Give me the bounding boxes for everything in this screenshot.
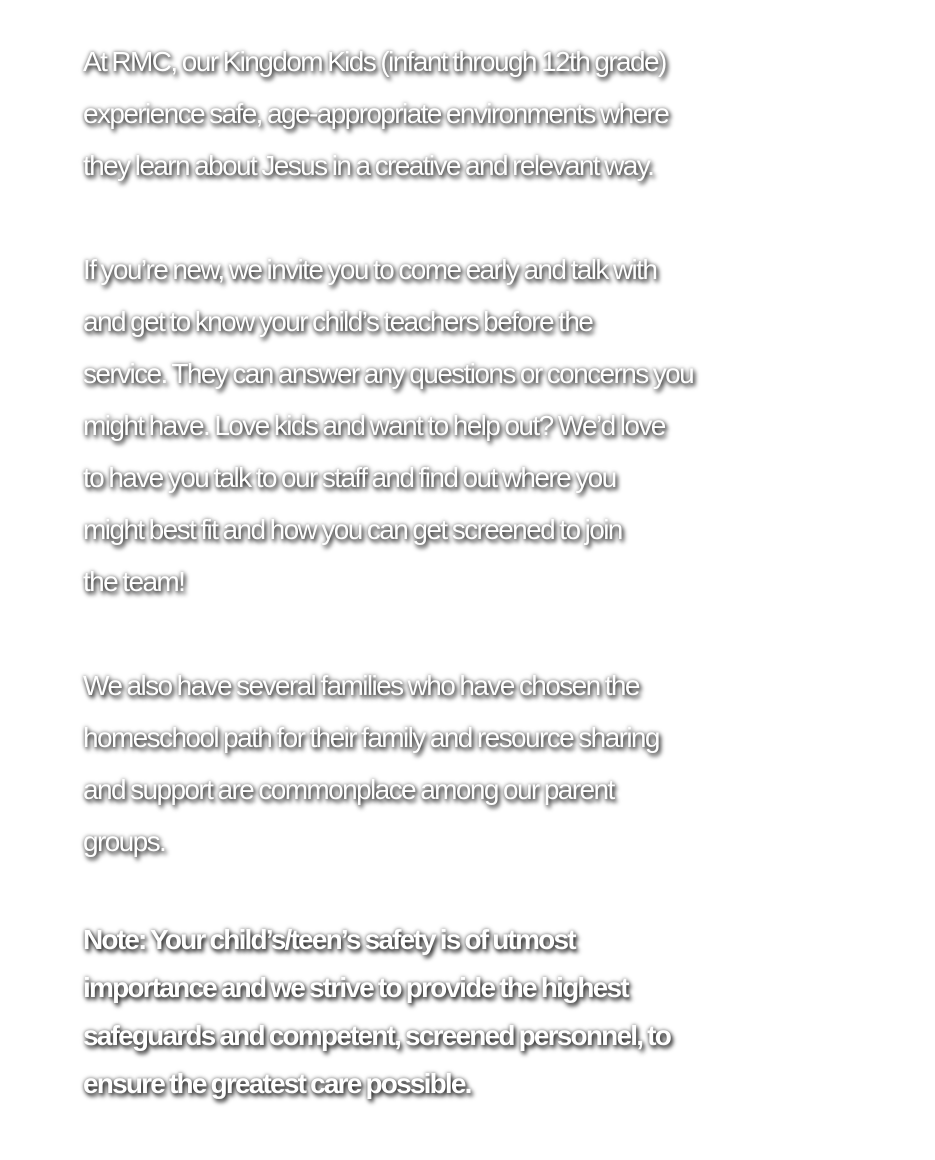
text-line: Note: Your child’s/teen’s safety is of utmost	[83, 924, 575, 955]
text-line: they learn about Jesus in a creative and relevant way.	[83, 150, 654, 181]
text-line: If you’re new, we invite you to come early and talk with	[83, 254, 657, 285]
homeschool-paragraph	[83, 660, 853, 868]
text-line: and get to know your child’s teachers before the	[83, 306, 593, 337]
text-line: and support are commonplace among our parent	[83, 774, 614, 805]
text-line: service. They can answer any questions or concerns you	[83, 358, 694, 389]
text-line: experience safe, age-appropriate environments where	[83, 98, 669, 129]
text-line: to have you talk to our staff and find out where you	[83, 462, 616, 493]
text-line: At RMC, our Kingdom Kids (infant through 12th grade)	[83, 46, 666, 77]
safety-note-paragraph	[83, 916, 853, 1108]
kids-ministry-text	[83, 36, 853, 1160]
text-line: homeschool path for their family and resource sharing	[83, 722, 659, 753]
text-line: might best fit and how you can get screened to join	[83, 514, 622, 545]
text-line: groups.	[83, 826, 166, 857]
new-visitors-paragraph	[83, 244, 853, 608]
text-line: importance and we strive to provide the highest	[83, 972, 628, 1003]
text-line: ensure the greatest care possible.	[83, 1068, 471, 1099]
text-line: We also have several families who have chosen the	[83, 670, 639, 701]
text-line: the team!	[83, 566, 185, 597]
intro-paragraph	[83, 36, 853, 192]
text-line: might have. Love kids and want to help out? We’d love	[83, 410, 665, 441]
text-line: safeguards and competent, screened personnel, to	[83, 1020, 670, 1051]
